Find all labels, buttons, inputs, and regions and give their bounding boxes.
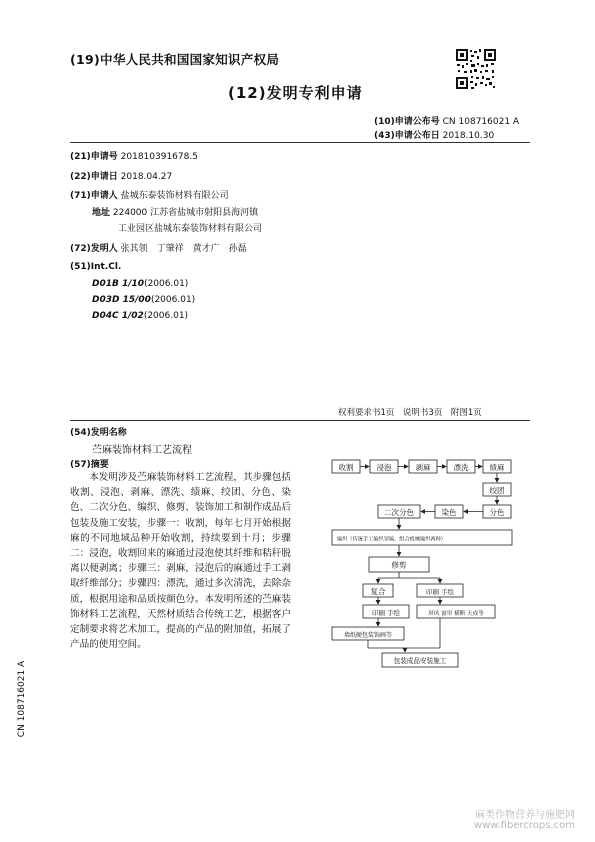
applicant-label: (71)申请人	[70, 191, 118, 201]
document-type: (12)发明专利申请	[228, 84, 363, 102]
pub-no-value: CN 108716021 A	[442, 117, 520, 127]
app-no-label: (21)申请号	[70, 152, 118, 162]
applicant	[70, 188, 229, 201]
application-number	[70, 149, 198, 162]
section-rule	[70, 420, 530, 421]
invention-title-label: (54)发明名称	[70, 428, 127, 438]
ipc-year: (2006.01)	[150, 295, 196, 305]
flow-text: 墙纸硬包装饰画等	[343, 632, 393, 639]
side-publication-number: CN 108716021 A	[17, 660, 27, 738]
flow-text: 复合	[370, 587, 386, 596]
flow-text: 绩麻	[489, 463, 505, 472]
ipc-code: D04C 1/02	[92, 311, 144, 321]
page-count-info: 权利要求书1页 说明书3页 附图1页	[338, 408, 482, 418]
pub-no-label: (10)申请公布号	[374, 117, 440, 127]
patent-office-name: (19)中华人民共和国国家知识产权局	[70, 52, 280, 67]
flow-text: 染色	[441, 508, 457, 517]
application-date	[70, 169, 172, 182]
app-date-label: (22)申请日	[70, 172, 118, 182]
inventors-value: 张其领 丁肇祥 黄才广 孙磊	[120, 244, 247, 254]
address-line1: 224000 江苏省盐城市射阳县海河镇	[112, 208, 259, 218]
ipc-entry	[92, 295, 195, 305]
flow-text: 绞团	[489, 486, 505, 495]
ipc-code: D03D 15/00	[92, 295, 151, 305]
address	[92, 205, 258, 218]
process-flowchart	[325, 452, 535, 674]
pub-date-value: 2018.10.30	[442, 131, 495, 141]
ipc-entry	[92, 279, 188, 289]
pub-date-label: (43)申请公布日	[374, 131, 440, 141]
flow-text: 编织（传统手工编织穿编、组合机械编织两种）	[337, 536, 446, 543]
publication-number	[374, 114, 519, 127]
watermark-line2: www.fibercrops.com	[473, 820, 575, 831]
flow-text: 漂洗	[453, 463, 469, 472]
app-no-value: 201810391678.5	[120, 152, 198, 162]
flow-text: 浸泡	[376, 463, 392, 472]
flow-text: 剥麻	[415, 463, 431, 472]
flow-text: 印刷 手绘	[371, 609, 401, 617]
ipc-year: (2006.01)	[144, 279, 189, 289]
address-label: 地址	[92, 208, 111, 218]
watermark-line1: 麻类作物营养与施肥网	[475, 810, 575, 821]
ipc-code: D01B 1/10	[92, 279, 145, 289]
flow-text: 修剪	[391, 560, 407, 570]
flow-text: 包装成品安装施工	[393, 657, 447, 665]
qr-code	[455, 48, 497, 90]
address-line2: 工业园区盐城东泰装饰材料有限公司	[118, 224, 263, 234]
header-rule	[70, 142, 530, 143]
app-date-value: 2018.04.27	[120, 172, 173, 182]
ipc-year: (2006.01)	[143, 311, 189, 321]
publication-date	[374, 128, 494, 141]
flow-text: 屏风 窗帘 横断 天成等	[428, 611, 484, 617]
int-cl-label: (51)Int.Cl.	[70, 262, 122, 272]
applicant-value: 盐城东泰装饰材料有限公司	[120, 191, 229, 201]
flow-text: 印刷 手绘	[425, 588, 455, 596]
inventors-label: (72)发明人	[70, 244, 118, 254]
flow-text: 二次分色	[384, 508, 414, 517]
invention-title: 苎麻装饰材料工艺流程	[92, 445, 192, 456]
flow-text: 收割	[338, 463, 354, 472]
ipc-entry	[92, 311, 188, 321]
abstract-label: (57)摘要	[70, 460, 109, 470]
inventors	[70, 241, 247, 254]
flow-text: 分色	[489, 508, 505, 517]
abstract-text: 本发明涉及苎麻装饰材料工艺流程，其步骤包括收割、浸泡、剥麻、漂洗、绩麻、绞团、分色、染色、二次分色、编织、修剪、装饰加工和制作成品后包装及施工安装，步骤一：收割，每年七月开始根据麻的不同地域品种开始收割，持续要到十月；步骤二：浸泡，收割回来的麻通过浸泡使其纤维和秸秆脱离以便剥离；步骤三：剥麻，浸泡后的麻通过手工剥取纤维部分；步骤四：漂洗，通过多次清洗，去除杂质，根据用途和品质按颜色分。本发明所述的苎麻装饰材料工艺流程，天然材质结合传统工艺，根据客户定制要求将艺术加工，提高的产品的附加值，拓展了产品的使用空间。	[70, 472, 291, 651]
